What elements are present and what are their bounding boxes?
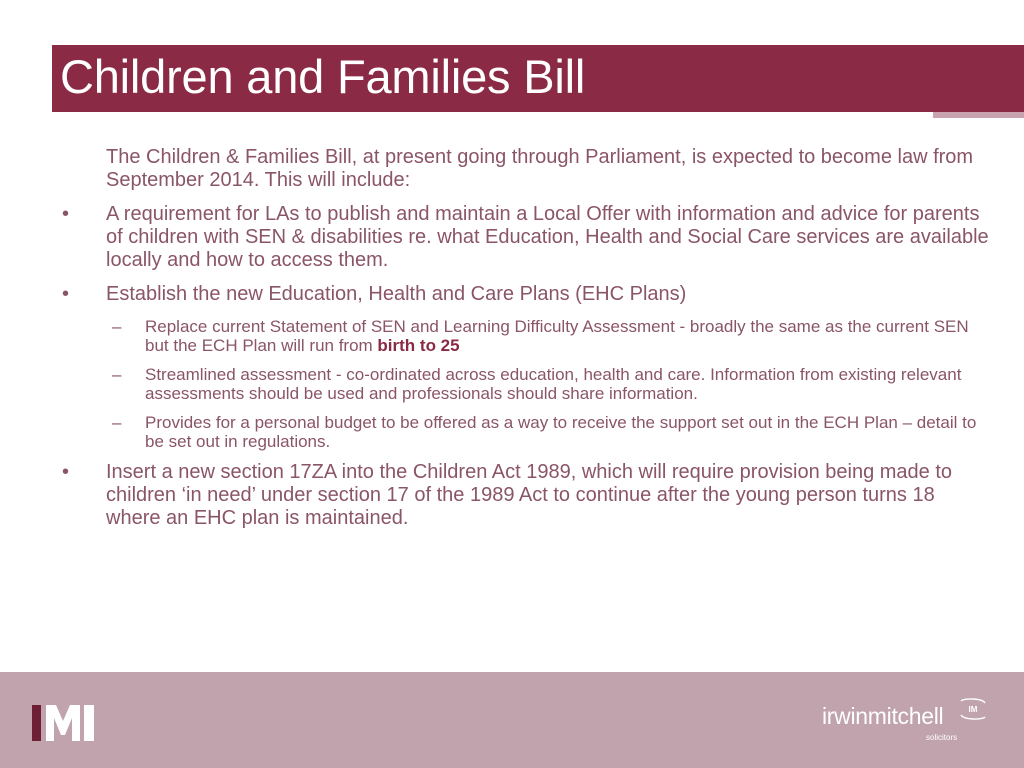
sub-bullet-bold-text: birth to 25 — [377, 336, 460, 355]
sub-bullet-text: Provides for a personal budget to be offered as a way to receive the support set out in the ECH Plan – detail to be set out in regulations. — [145, 413, 977, 451]
title-accent-line — [933, 112, 1024, 118]
sub-bullet-text: Streamlined assessment - co-ordinated across education, health and care. Information from existing relevant assessments should be used and professionals should share information. — [145, 365, 962, 403]
sub-bullet-item — [60, 413, 990, 451]
sub-bullet-text: Replace current Statement of SEN and Learning Difficulty Assessment - broadly the same as the current SEN but the ECH Plan will run from — [145, 317, 969, 355]
sub-bullet-marker: – — [112, 365, 122, 384]
brand-name: irwinmitchell — [822, 703, 944, 729]
slide-body — [60, 146, 990, 541]
im-logo-icon — [32, 705, 94, 741]
brand-badge-icon — [958, 697, 988, 721]
intro-paragraph: The Children & Families Bill, at present going through Parliament, is expected to become law from September 2014. This will include: — [106, 146, 974, 191]
sub-bullet-item — [60, 317, 990, 355]
bullet-item — [60, 283, 990, 306]
bullet-item — [60, 461, 990, 530]
bullet-text: Establish the new Education, Health and Care Plans (EHC Plans) — [106, 283, 687, 305]
bullet-marker: • — [62, 461, 70, 483]
bullet-marker: • — [62, 283, 70, 305]
sub-bullet-marker: – — [112, 317, 122, 336]
bullet-marker: • — [62, 203, 70, 225]
sub-bullet-item — [60, 365, 990, 403]
svg-text:IM: IM — [968, 705, 978, 714]
bullet-item — [60, 203, 990, 272]
bullet-text: Insert a new section 17ZA into the Children Act 1989, which will require provision being made to children ‘in need’ under section 17 of the 1989 Act to continue after the young person turns 18 where an EHC plan is maintained. — [106, 461, 953, 529]
brand-subtitle: solicitors — [926, 733, 958, 742]
slide-title: Children and Families Bill — [60, 50, 586, 103]
sub-bullet-marker: – — [112, 413, 122, 432]
bullet-text: A requirement for LAs to publish and maintain a Local Offer with information and advice for parents of children with SEN & disabilities re. what Education, Health and Social Care services are available locally and how to access them. — [106, 203, 989, 271]
